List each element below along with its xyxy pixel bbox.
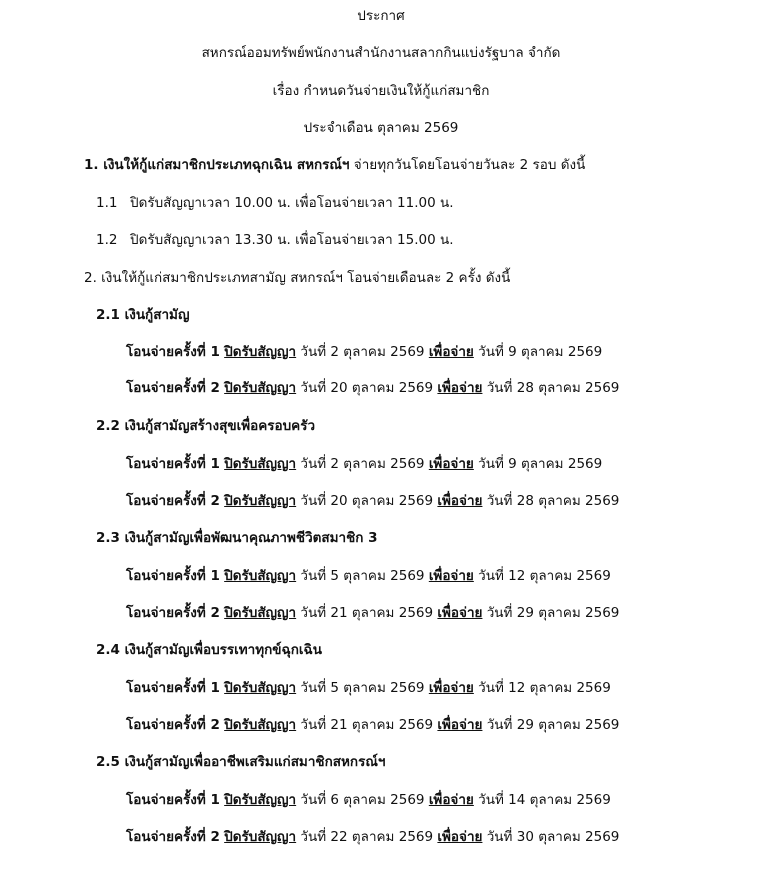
close-date: วันที่ 2 ตุลาคม 2569 [296,344,425,360]
section1-heading [84,155,585,175]
round-label: โอนจ่ายครั้งที่ 2 [126,717,220,733]
pay-label: เพื่อจ่าย [428,792,474,808]
subsection-title: 2.1 เงินกู้สามัญ [96,307,190,323]
pay-label: เพื่อจ่าย [437,493,483,509]
subsection-title: 2.3 เงินกู้สามัญเพื่อพัฒนาคุณภาพชีวิตสมาชิก 3 [96,530,378,546]
pay-date: วันที่ 30 ตุลาคม 2569 [482,829,620,845]
round-label: โอนจ่ายครั้งที่ 1 [126,792,220,808]
close-date: วันที่ 2 ตุลาคม 2569 [296,456,425,472]
close-date: วันที่ 5 ตุลาคม 2569 [296,568,425,584]
close-date: วันที่ 21 ตุลาคม 2569 [296,605,434,621]
close-contract-label: ปิดรับสัญญา [224,568,297,584]
close-contract-label: ปิดรับสัญญา [224,605,297,621]
section1-item-number: 1.1 [96,195,118,211]
pay-label: เพื่อจ่าย [437,717,483,733]
close-contract-label: ปิดรับสัญญา [224,717,297,733]
document-period: ประจำเดือน ตุลาคม 2569 [303,120,459,136]
close-date: วันที่ 6 ตุลาคม 2569 [296,792,425,808]
organization-name: สหกรณ์ออมทรัพย์พนักงานสำนักงานสลากกินแบ่งรัฐบาล จำกัด [201,45,561,61]
close-contract-label: ปิดรับสัญญา [224,456,297,472]
pay-label: เพื่อจ่าย [428,568,474,584]
pay-date: วันที่ 28 ตุลาคม 2569 [482,380,620,396]
pay-label: เพื่อจ่าย [437,829,483,845]
pay-label: เพื่อจ่าย [437,605,483,621]
close-date: วันที่ 20 ตุลาคม 2569 [296,493,434,509]
transfer-round-row [126,378,619,398]
close-date: วันที่ 21 ตุลาคม 2569 [296,717,434,733]
section1-item-text: ปิดรับสัญญาเวลา 13.30 น. เพื่อโอนจ่ายเวลา 15.00 น. [130,232,454,248]
round-label: โอนจ่ายครั้งที่ 2 [126,380,220,396]
pay-date: วันที่ 9 ตุลาคม 2569 [473,344,603,360]
transfer-round-row [126,342,602,362]
close-date: วันที่ 20 ตุลาคม 2569 [296,380,434,396]
close-contract-label: ปิดรับสัญญา [224,344,297,360]
section2-heading: 2. เงินให้กู้แก่สมาชิกประเภทสามัญ สหกรณ์ฯ โอนจ่ายเดือนละ 2 ครั้ง ดังนี้ [84,270,511,286]
transfer-round-row [126,790,611,810]
round-label: โอนจ่ายครั้งที่ 1 [126,344,220,360]
transfer-round-row [126,566,611,586]
round-label: โอนจ่ายครั้งที่ 2 [126,605,220,621]
document-title: ประกาศ [357,8,405,24]
pay-date: วันที่ 29 ตุลาคม 2569 [482,717,620,733]
close-date: วันที่ 5 ตุลาคม 2569 [296,680,425,696]
transfer-round-row [126,491,619,511]
pay-label: เพื่อจ่าย [428,680,474,696]
pay-date: วันที่ 12 ตุลาคม 2569 [473,568,611,584]
transfer-round-row [126,603,619,623]
round-label: โอนจ่ายครั้งที่ 2 [126,829,220,845]
pay-date: วันที่ 14 ตุลาคม 2569 [473,792,611,808]
transfer-round-row [126,827,619,847]
round-label: โอนจ่ายครั้งที่ 1 [126,680,220,696]
pay-date: วันที่ 9 ตุลาคม 2569 [473,456,603,472]
pay-label: เพื่อจ่าย [437,380,483,396]
pay-label: เพื่อจ่าย [428,456,474,472]
subsection-title: 2.2 เงินกู้สามัญสร้างสุขเพื่อครอบครัว [96,418,316,434]
document-subject: เรื่อง กำหนดวันจ่ายเงินให้กู้แก่สมาชิก [272,83,490,99]
close-contract-label: ปิดรับสัญญา [224,792,297,808]
round-label: โอนจ่ายครั้งที่ 1 [126,456,220,472]
transfer-round-row [126,715,619,735]
subsection-title: 2.4 เงินกู้สามัญเพื่อบรรเทาทุกข์ฉุกเฉิน [96,642,322,658]
section1-heading-tail: จ่ายทุกวันโดยโอนจ่ายวันละ 2 รอบ ดังนี้ [349,157,586,173]
transfer-round-row [126,454,602,474]
pay-date: วันที่ 28 ตุลาคม 2569 [482,493,620,509]
transfer-round-row [126,678,611,698]
pay-date: วันที่ 29 ตุลาคม 2569 [482,605,620,621]
round-label: โอนจ่ายครั้งที่ 1 [126,568,220,584]
section1-item-number: 1.2 [96,232,118,248]
close-contract-label: ปิดรับสัญญา [224,380,297,396]
close-contract-label: ปิดรับสัญญา [224,493,297,509]
close-date: วันที่ 22 ตุลาคม 2569 [296,829,434,845]
close-contract-label: ปิดรับสัญญา [224,829,297,845]
section1-item [96,230,453,250]
section1-heading-bold: 1. เงินให้กู้แก่สมาชิกประเภทฉุกเฉิน สหกรณ์ฯ [84,157,350,173]
section1-item [96,193,453,213]
close-contract-label: ปิดรับสัญญา [224,680,297,696]
pay-label: เพื่อจ่าย [428,344,474,360]
section1-item-text: ปิดรับสัญญาเวลา 10.00 น. เพื่อโอนจ่ายเวลา 11.00 น. [130,195,454,211]
pay-date: วันที่ 12 ตุลาคม 2569 [473,680,611,696]
subsection-title: 2.5 เงินกู้สามัญเพื่ออาชีพเสริมแก่สมาชิกสหกรณ์ฯ [96,754,386,770]
round-label: โอนจ่ายครั้งที่ 2 [126,493,220,509]
